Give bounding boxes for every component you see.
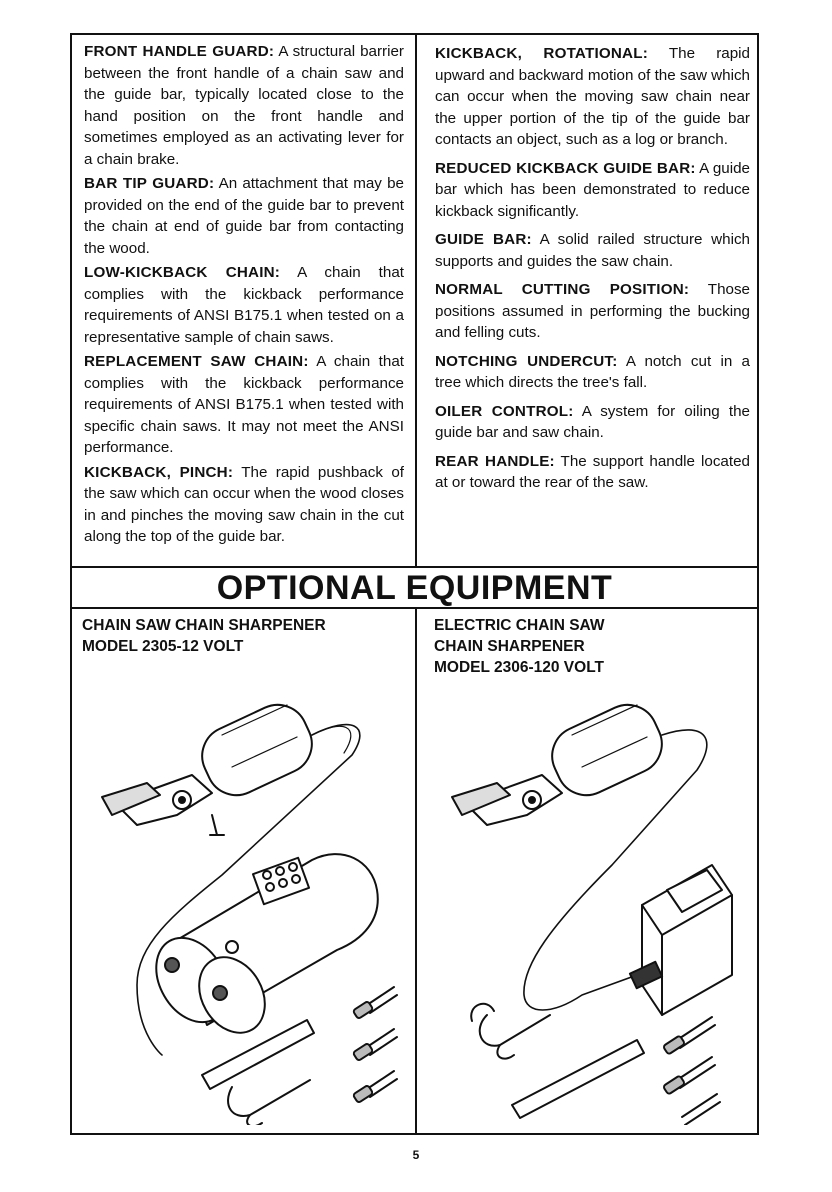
glossary-entry: LOW-KICKBACK CHAIN: A chain that complies with the kickback performance requirements of ANSI B175.1 when tested on a representative sample of chain saws. <box>84 264 404 346</box>
sharpener-12v-illustration <box>82 675 407 1125</box>
sharpener-120v-illustration <box>432 685 752 1125</box>
glossary-entry: FRONT HANDLE GUARD: A structural barrier between the front handle of a chain saw and the guide bar, typically located close to the hand position on the front handle and sometimes employed as an activating lever for a chain brake. <box>84 43 404 168</box>
glossary-entry: GUIDE BAR: A solid railed structure which supports and guides the saw chain. <box>435 231 751 270</box>
glossary-entry: BAR TIP GUARD: An attachment that may be provided on the end of the guide bar to prevent the chain at end of guide bar from contacting the wood. <box>84 175 404 257</box>
glossary-entry: NORMAL CUTTING POSITION: Those positions assumed in performing the bucking and felling cuts. <box>435 281 750 341</box>
glossary-entry: KICKBACK, ROTATIONAL: The rapid upward and backward motion of the saw which can occur when the moving saw chain near the upper portion of the tip of the guide bar contacts an object, such as a log or branch. <box>435 45 750 148</box>
sharpening-files-icon <box>663 1017 720 1125</box>
glossary-entry: OILER CONTROL: A system for oiling the guide bar and saw chain. <box>435 402 750 441</box>
glossary-entry: NOTCHING UNDERCUT: A notch cut in a tree which directs the tree's fall. <box>435 352 750 391</box>
glossary-entry: REDUCED KICKBACK GUIDE BAR: A guide bar which has been demonstrated to reduce kickback significantly. <box>435 159 750 220</box>
product-title-120v: ELECTRIC CHAIN SAW CHAIN SHARPENER MODEL 2306-120 VOLT <box>434 617 605 676</box>
optional-equipment-heading: OPTIONAL EQUIPMENT <box>216 569 613 607</box>
page-frame <box>70 33 759 1135</box>
page-number: 5 <box>412 1148 420 1162</box>
column-divider-bottom <box>415 609 417 1135</box>
product-title-12v: CHAIN SAW CHAIN SHARPENER MODEL 2305-12 VOLT <box>82 617 326 655</box>
column-divider-top <box>415 35 417 568</box>
sharpening-files-icon <box>353 987 397 1103</box>
transformer-box-icon <box>630 865 732 1015</box>
wrench-icon <box>202 1020 314 1125</box>
glossary-right-column <box>435 43 750 501</box>
glossary-left-column <box>84 41 404 551</box>
wrench-icon <box>471 1004 550 1059</box>
glossary-entry: REPLACEMENT SAW CHAIN: A chain that complies with the kickback performance requirements of ANSI B175.1 when tested with specific chain saws. It may not meet the ANSI performance. <box>84 353 404 456</box>
glossary-entry: REAR HANDLE: The support handle located at or toward the rear of the saw. <box>435 452 750 491</box>
battery-pack-icon <box>142 854 378 1045</box>
glossary-entry: KICKBACK, PINCH: The rapid pushback of the saw which can occur when the wood closes in and pinches the moving saw chain in the cut along the top of the guide bar. <box>84 463 404 545</box>
sharpener-motor-icon <box>452 695 672 825</box>
